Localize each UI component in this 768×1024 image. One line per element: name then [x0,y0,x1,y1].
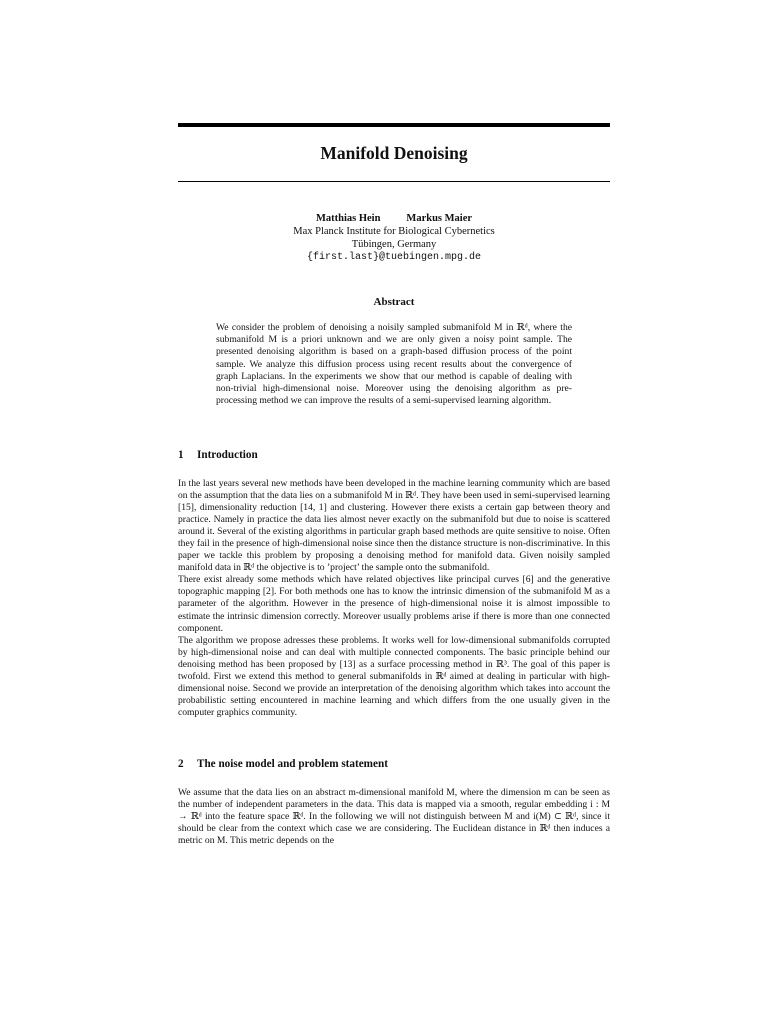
section-body-noise-model [178,787,610,847]
abstract-heading: Abstract [373,296,415,308]
author-name: Markus Maier [406,213,473,224]
paragraph: In the last years several new methods have been developed in the machine learning community which are based on the assumption that the data lies on a submanifold M in ℝᵈ. They have been used in semi-supervised learning [15], dimensionality reduction [14, 1] and clustering. However there exists a certain gap between theory and practice. Namely in practice the data lies almost never exactly on the submanifold but due to noise is scattered around it. Several of the existing algorithms in particular graph based methods are quite sensitive to noise. Often they fail in the presence of high-dimensional noise since then the distance structure is non-discriminative. In this paper we tackle this problem by proposing a denoising method for manifold data. Given noisily sampled manifold data in ℝᵈ the objective is to ’project’ the sample onto the submanifold. [178,478,610,574]
affiliation: Max Planck Institute for Biological Cybernetics [293,226,495,237]
location: Tübingen, Germany [351,239,437,250]
section-number: 1 [178,449,184,461]
section-body-introduction [178,478,610,719]
paragraph: The algorithm we propose adresses these problems. It works well for low-dimensional submanifolds corrupted by high-dimensional noise and can deal with multiple connected components. The basic principle behind our denoising method has been proposed by [13] as a surface processing method in ℝ³. The goal of this paper is twofold. First we extend this method to general submanifolds in ℝᵈ aimed at dealing in particular with high-dimensional noise. Second we provide an interpretation of the denoising algorithm which takes into account the probabilistic setting encountered in machine learning and which differs from the one usually given in the computer graphics community. [178,634,610,718]
title-rule-top [178,123,610,127]
author-names [178,212,610,225]
author-name: Matthias Hein [315,213,381,224]
title-rule-bottom [178,181,610,182]
paragraph: We assume that the data lies on an abstract m-dimensional manifold M, where the dimension m can be seen as the number of independent parameters in the data. This data is mapped via a smooth, regular embedding i : M → ℝᵈ into the feature space ℝᵈ. In the following we will not distinguish between M and i(M) ⊂ ℝᵈ, since it should be clear from the context which case we are considering. The Euclidean distance in ℝᵈ then induces a metric on M. This metric depends on the [178,787,610,847]
author-block [178,212,610,264]
section-heading-noise-model [178,758,610,770]
section-title: The noise model and problem statement [197,758,388,770]
author-email: {first.last}@tuebingen.mpg.de [306,252,482,263]
paper-title: Manifold Denoising [320,143,468,163]
paragraph: There exist already some methods which have related objectives like principal curves [6] and the generative topographic mapping [2]. For both methods one has to know the intrinsic dimension of the submanifold M as a parameter of the algorithm. However in the presence of high-dimensional noise it is almost impossible to estimate the intrinsic dimension correctly. Moreover usually problems arise if there is more than one connected component. [178,574,610,634]
abstract-text: We consider the problem of denoising a noisily sampled submanifold M in ℝᵈ, where the submanifold M is a priori unknown and we are only given a noisy point sample. The presented denoising algorithm is based on a graph-based diffusion process of the point sample. We analyze this diffusion process using recent results about the convergence of graph Laplacians. In the experiments we show that our method is capable of dealing with non-trivial high-dimensional noise. Moreover using the denoising algorithm as pre-processing method we can improve the results of a semi-supervised learning algorithm. [216,322,572,407]
section-title: Introduction [197,449,258,461]
section-number: 2 [178,758,184,770]
section-heading-introduction [178,449,610,461]
